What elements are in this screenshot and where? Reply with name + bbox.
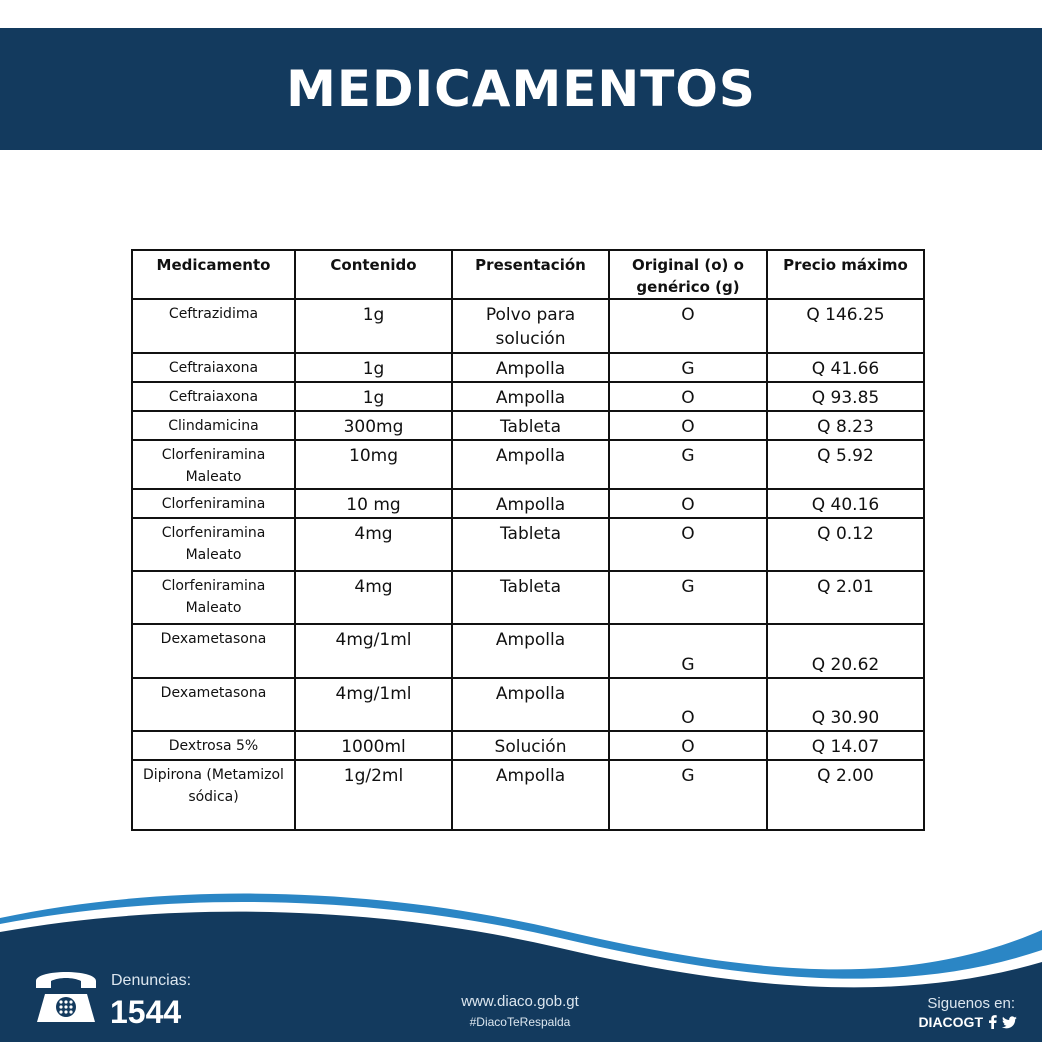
cell-presentacion: Tableta (452, 518, 609, 571)
cell-contenido: 1g/2ml (295, 760, 452, 830)
website-link[interactable]: www.diaco.gob.gt (461, 993, 579, 1010)
cell-precio: Q 40.16 (767, 489, 924, 518)
cell-tipo: G (609, 624, 767, 678)
cell-tipo: O (609, 299, 767, 353)
cell-presentacion: Ampolla (452, 353, 609, 382)
table-row (132, 518, 924, 571)
cell-contenido: 1g (295, 382, 452, 411)
phone-icon (33, 964, 99, 1026)
page-header (0, 28, 1042, 150)
cell-precio: Q 93.85 (767, 382, 924, 411)
column-header-contenido: Contenido (295, 250, 452, 299)
social-links (918, 1014, 1017, 1030)
column-header-precio-maximo: Precio máximo (767, 250, 924, 299)
hashtag: #DiacoTeRespalda (469, 1015, 571, 1029)
facebook-icon[interactable] (988, 1015, 997, 1029)
column-header-original-generico: Original (o) o genérico (g) (609, 250, 767, 299)
column-header-medicamento: Medicamento (132, 250, 295, 299)
cell-contenido: 10 mg (295, 489, 452, 518)
cell-contenido: 4mg/1ml (295, 624, 452, 678)
cell-contenido: 1000ml (295, 731, 452, 760)
table-row (132, 731, 924, 760)
table-row (132, 624, 924, 678)
table-row (132, 678, 924, 731)
cell-presentacion: Ampolla (452, 489, 609, 518)
page-title: MEDICAMENTOS (286, 60, 756, 118)
cell-precio: Q 20.62 (767, 624, 924, 678)
cell-contenido: 1g (295, 299, 452, 353)
social-handle: DIACOGT (918, 1014, 983, 1030)
cell-presentacion: Ampolla (452, 624, 609, 678)
table-header-row (132, 250, 924, 299)
cell-tipo: O (609, 731, 767, 760)
cell-tipo: G (609, 440, 767, 489)
table-row (132, 382, 924, 411)
cell-tipo: O (609, 678, 767, 731)
cell-precio: Q 8.23 (767, 411, 924, 440)
table-row (132, 489, 924, 518)
cell-precio: Q 2.01 (767, 571, 924, 624)
cell-medicamento: Ceftraiaxona (132, 353, 295, 382)
table-row (132, 760, 924, 830)
cell-precio: Q 14.07 (767, 731, 924, 760)
cell-tipo: O (609, 489, 767, 518)
cell-medicamento: Clindamicina (132, 411, 295, 440)
cell-presentacion: Tableta (452, 571, 609, 624)
table-row (132, 299, 924, 353)
table-row (132, 571, 924, 624)
cell-medicamento: Clorfeniramina Maleato (132, 440, 295, 489)
cell-medicamento: Ceftraiaxona (132, 382, 295, 411)
cell-contenido: 10mg (295, 440, 452, 489)
cell-presentacion: Tableta (452, 411, 609, 440)
cell-tipo: O (609, 411, 767, 440)
cell-contenido: 300mg (295, 411, 452, 440)
cell-presentacion: Ampolla (452, 440, 609, 489)
cell-medicamento: Clorfeniramina Maleato (132, 518, 295, 571)
cell-precio: Q 41.66 (767, 353, 924, 382)
twitter-icon[interactable] (1002, 1016, 1017, 1029)
column-header-presentacion: Presentación (452, 250, 609, 299)
cell-precio: Q 5.92 (767, 440, 924, 489)
cell-presentacion: Ampolla (452, 678, 609, 731)
cell-medicamento: Dexametasona (132, 624, 295, 678)
cell-medicamento: Dextrosa 5% (132, 731, 295, 760)
cell-tipo: O (609, 382, 767, 411)
cell-contenido: 4mg (295, 518, 452, 571)
cell-presentacion: Ampolla (452, 760, 609, 830)
cell-tipo: O (609, 518, 767, 571)
cell-tipo: G (609, 571, 767, 624)
cell-contenido: 1g (295, 353, 452, 382)
medicines-table (131, 249, 925, 831)
cell-presentacion: Solución (452, 731, 609, 760)
cell-medicamento: Dipirona (Metamizol sódica) (132, 760, 295, 830)
table-row (132, 353, 924, 382)
follow-label: Siguenos en: (927, 995, 1015, 1012)
cell-tipo: G (609, 760, 767, 830)
cell-medicamento: Ceftrazidima (132, 299, 295, 353)
cell-tipo: G (609, 353, 767, 382)
cell-precio: Q 2.00 (767, 760, 924, 830)
cell-presentacion: Polvo para solución (452, 299, 609, 353)
cell-contenido: 4mg/1ml (295, 678, 452, 731)
table-row (132, 440, 924, 489)
cell-medicamento: Clorfeniramina (132, 489, 295, 518)
cell-precio: Q 146.25 (767, 299, 924, 353)
denuncias-number: 1544 (110, 994, 182, 1030)
cell-medicamento: Dexametasona (132, 678, 295, 731)
cell-presentacion: Ampolla (452, 382, 609, 411)
cell-precio: Q 30.90 (767, 678, 924, 731)
table-row (132, 411, 924, 440)
denuncias-label: Denuncias: (111, 972, 192, 989)
cell-contenido: 4mg (295, 571, 452, 624)
cell-precio: Q 0.12 (767, 518, 924, 571)
cell-medicamento: Clorfeniramina Maleato (132, 571, 295, 624)
